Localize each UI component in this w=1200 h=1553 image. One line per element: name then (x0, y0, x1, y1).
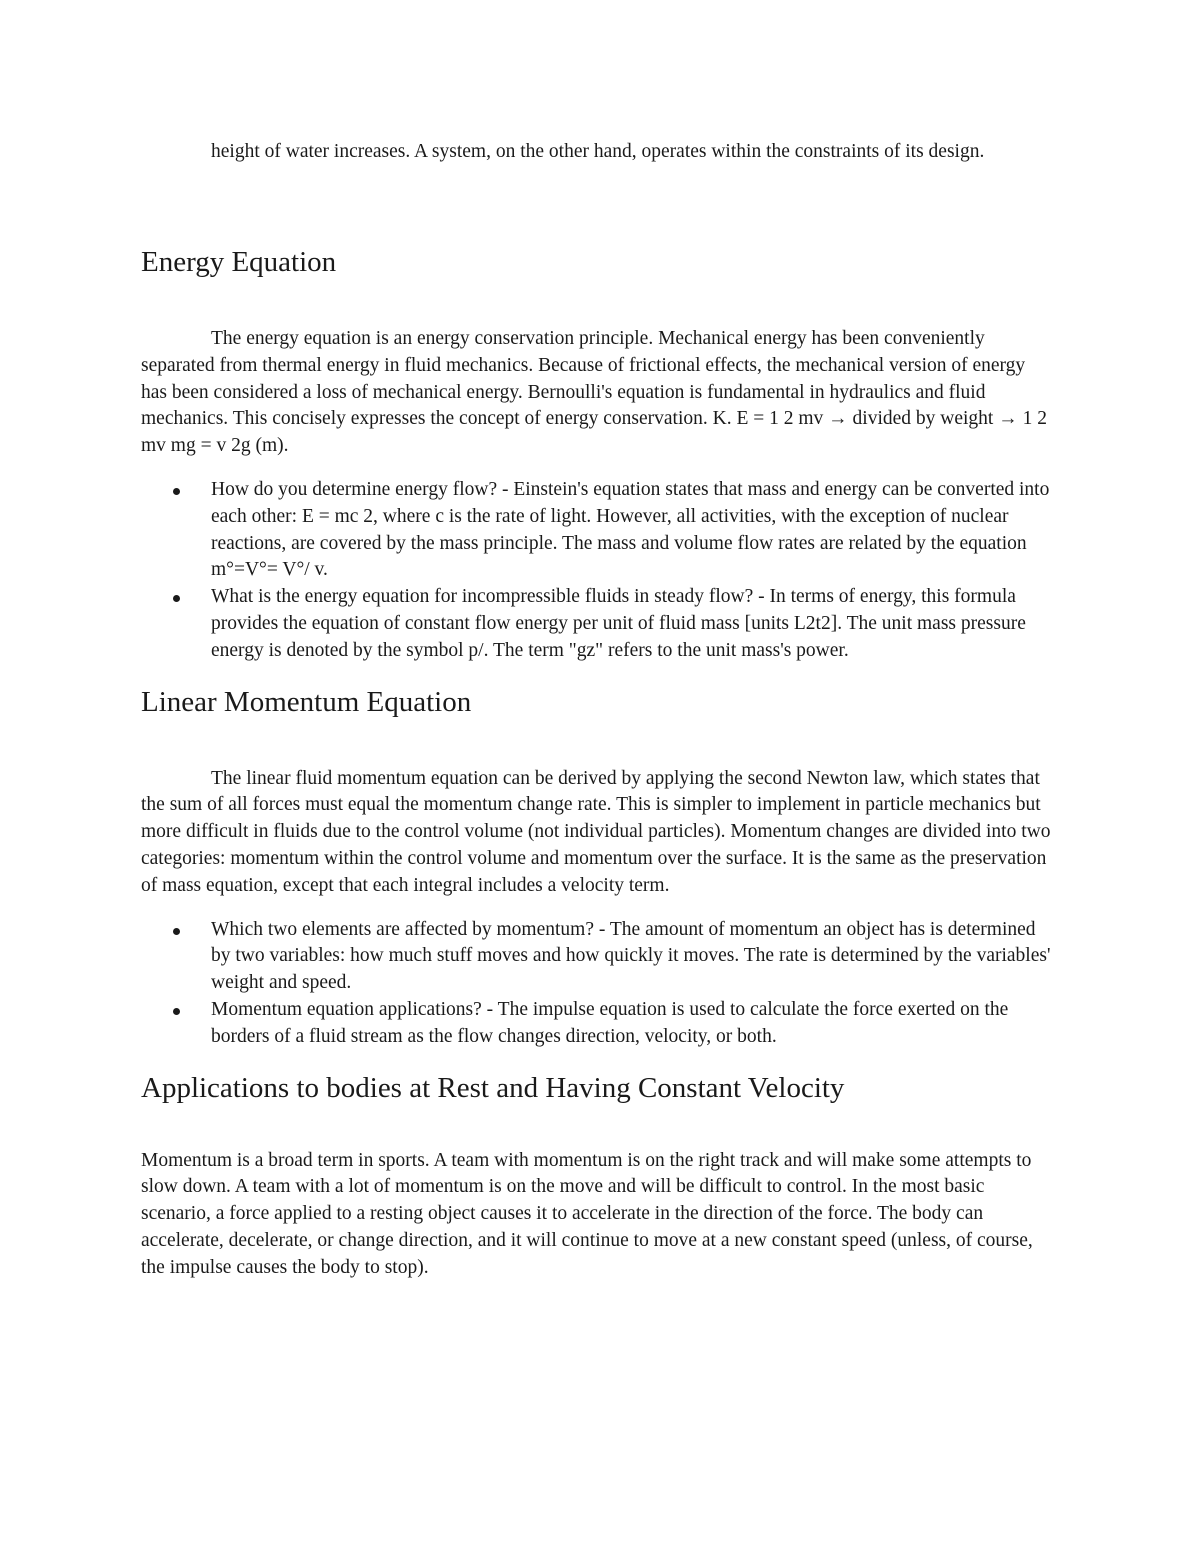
bullet-icon (173, 928, 180, 935)
bullet-text: How do you determine energy flow? - Einstein's equation states that mass and energy can be converted into each other: E = mc 2, where c is the rate of light. However, all activities, with the exception of nuclear reactions, are covered by the mass principle. The mass and volume flow rates are related by the equation m°=V°= V°/ v. (211, 478, 1050, 581)
section-heading-linear-momentum-equation: Linear Momentum Equation (141, 685, 472, 718)
bullet-icon (173, 1008, 180, 1015)
bullet-icon (173, 488, 180, 495)
linear-momentum-paragraph: The linear fluid momentum equation can be derived by applying the second Newton law, which states that the sum of all forces must equal the momentum change rate. This is simpler to implement in particle mechanics but more difficult in fluids due to the control volume (not individual particles). Momentum changes are divided into two categories: momentum within the control volume and momentum over the surface. It is the same as the preservation of mass equation, except that each integral includes a velocity term. (141, 767, 1051, 896)
linear-momentum-bullet-list (141, 917, 1053, 1051)
energy-equation-bullet-list (141, 477, 1053, 665)
list-item (141, 477, 1053, 584)
list-item (141, 997, 1053, 1051)
bullet-text: Momentum equation applications? - The impulse equation is used to calculate the force exerted on the borders of a fluid stream as the flow changes direction, velocity, or both. (211, 998, 1009, 1047)
section-heading-energy-equation: Energy Equation (141, 246, 337, 278)
applications-paragraph: Momentum is a broad term in sports. A team with momentum is on the right track and will make some attempts to slow down. A team with a lot of momentum is on the move and will be difficult to control. In the most basic scenario, a force applied to a resting object causes it to accelerate in the direction of the force. The body can accelerate, decelerate, or change direction, and it will continue to move at a new constant speed (unless, of course, the impulse causes the body to stop). (141, 1149, 1033, 1278)
continuation-paragraph: height of water increases. A system, on the other hand, operates within the constraints of its design. (211, 141, 985, 162)
document-page (141, 138, 1053, 1282)
bullet-icon (173, 595, 180, 602)
bullet-text: Which two elements are affected by momentum? - The amount of momentum an object has is determined by two variables: how much stuff moves and how quickly it moves. The rate is determined by the variables' weight and speed. (211, 918, 1051, 994)
list-item (141, 917, 1053, 997)
section-heading-applications: Applications to bodies at Rest and Having Constant Velocity (141, 1071, 845, 1104)
bullet-text: What is the energy equation for incompressible fluids in steady flow? - In terms of energy, this formula provides the equation of constant flow energy per unit of fluid mass [units L2t2]. The unit mass pressure energy is denoted by the symbol p/. The term "gz" refers to the unit mass's power. (211, 586, 1026, 661)
list-item (141, 584, 1053, 664)
energy-equation-paragraph: The energy equation is an energy conservation principle. Mechanical energy has been conveniently separated from thermal energy in fluid mechanics. Because of frictional effects, the mechanical version of energy has been considered a loss of mechanical energy. Bernoulli's equation is fundamental in hydraulics and fluid mechanics. This concisely expresses the concept of energy conservation. K. E = 1 2 mv → divided by weight → 1 2 mv mg = v 2g (m). (141, 328, 1047, 457)
